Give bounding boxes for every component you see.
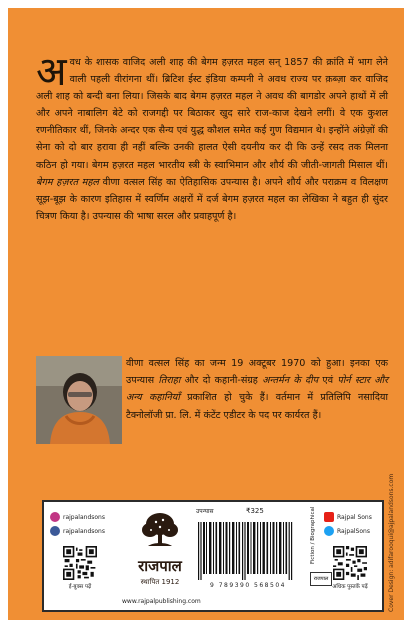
- publisher-url[interactable]: www.rajpalpublishing.com: [122, 598, 201, 605]
- social-twitter[interactable]: [324, 526, 370, 536]
- stamp-box-text: राजपाल: [313, 576, 329, 582]
- publisher-panel: [42, 500, 384, 612]
- blurb-text-2: वीणा वत्सल सिंह का ऐतिहासिक उपन्यास है। अपने शौर्य और पराक्रम व विलक्षण सूझ-बूझ के कारण इतिहास में स्वर्णिम अक्षरों में दर्ज बेगम हज़रत महल का लेखिका ने बहुत ही सुंदर चित्रण किया है। उपन्यास की भाषा सरल और प्रवाहपूर्ण है।: [36, 176, 388, 222]
- twitter-icon: [324, 526, 334, 536]
- author-bio: [126, 355, 388, 424]
- blurb-paragraph: [36, 49, 388, 225]
- drop-cap: अ: [36, 49, 67, 95]
- social-instagram[interactable]: [50, 512, 105, 522]
- author-book-2: पोर्न स्टार और अन्य कहानियाँ: [126, 375, 389, 404]
- instagram-icon: [50, 512, 60, 522]
- author-photo: [36, 356, 122, 444]
- qr-code-icon: [332, 546, 368, 580]
- author-novel-title: तिराहा: [158, 375, 181, 387]
- author-text-1: वीणा वत्सल सिंह का जन्म 19 अक्टूबर 1970 को हुआ। इनका एक उपन्यास: [126, 358, 388, 387]
- qr-left-label: ई-बुक्स पढ़ें: [68, 584, 92, 590]
- cover-design-credit: [388, 473, 402, 612]
- publisher-name: राजपाल: [138, 557, 182, 575]
- qr-code-icon: [62, 546, 98, 580]
- author-book-1: अन्तर्मन के दीप: [262, 375, 319, 387]
- twitter-handle: RajpalSons: [337, 527, 370, 535]
- facebook-handle: rajpalandsons: [63, 527, 105, 535]
- qr-code-right[interactable]: [332, 546, 368, 580]
- barcode: [194, 520, 302, 582]
- barcode-number: 9 789390 568504: [210, 582, 286, 589]
- social-youtube[interactable]: [324, 512, 372, 522]
- category-vertical: [310, 506, 320, 564]
- social-facebook[interactable]: [50, 526, 105, 536]
- facebook-icon: [50, 526, 60, 536]
- category-vertical-text: Fiction / Biographical: [310, 506, 316, 564]
- genre-label: उपन्यास: [196, 508, 214, 515]
- book-blurb: [36, 49, 388, 225]
- publisher-established: स्थापित 1912: [140, 578, 180, 586]
- barcode-icon: [194, 520, 302, 582]
- blurb-text-1: वध के शासक वाजिद अली शाह की बेगम हज़रत महल सन् 1857 की क्रांति में भाग लेने वाली पहली वीरांगना थीं। ब्रिटिश ईस्ट इंडिया कम्पनी ने अवध राज्य पर क़ब्ज़ा कर वाजिद अली शाह को बन्दी बना लिया। जिसके बाद बेगम हज़रत महल ने अवध की बागडोर अपने हाथों में ली और अपने नाबालिग बेटे को राजगद्दी पर बिठाकर खुद सारे राज-काज देखने लगीं। वे एक कुशल रणनीतिकार थीं, जिनके अन्दर एक सैन्य एवं युद्ध कौशल समेत कई गुण विद्यमान थे। इन्होंने अंग्रेज़ों की सेना को दो बार हरावा ही नहीं बल्कि उनकी हालत ऐसी दयनीय कर दी कि उन्हें रसद तक मिलना कठिन हो गया। बेगम हज़रत महल भारतीय स्त्री के स्वाभिमान और शौर्य की जीती-जागती मिसाल थीं।: [36, 57, 388, 171]
- author-text-3: एवं: [318, 375, 338, 387]
- youtube-icon: [324, 512, 334, 522]
- blurb-title-italic: बेगम हज़रत महल: [36, 176, 99, 188]
- author-text-2: और दो कहानी-संग्रह: [180, 375, 263, 387]
- author-portrait-icon: [36, 356, 122, 444]
- author-text-4: प्रकाशित हो चुके हैं। वर्तमान में प्रतिलिपि नसादिया टैक्नोलॉजी प्रा. लि. में कंटेंट एडीटर के पद पर कार्यरत हैं।: [126, 392, 388, 421]
- instagram-handle: rajpalandsons: [63, 513, 105, 521]
- tree-logo-icon: [130, 510, 190, 556]
- price-label: ₹325: [246, 507, 264, 515]
- author-bio-text: [126, 355, 388, 424]
- back-cover: [8, 8, 404, 620]
- qr-right-label: अधिक पुस्तकें पढ़ें: [332, 584, 368, 590]
- youtube-handle: Rajpal Sons: [337, 513, 372, 521]
- qr-code-left[interactable]: [62, 546, 98, 580]
- cover-design-credit-text: Cover Design: adifarooqui@ajpalandsons.com: [388, 473, 395, 612]
